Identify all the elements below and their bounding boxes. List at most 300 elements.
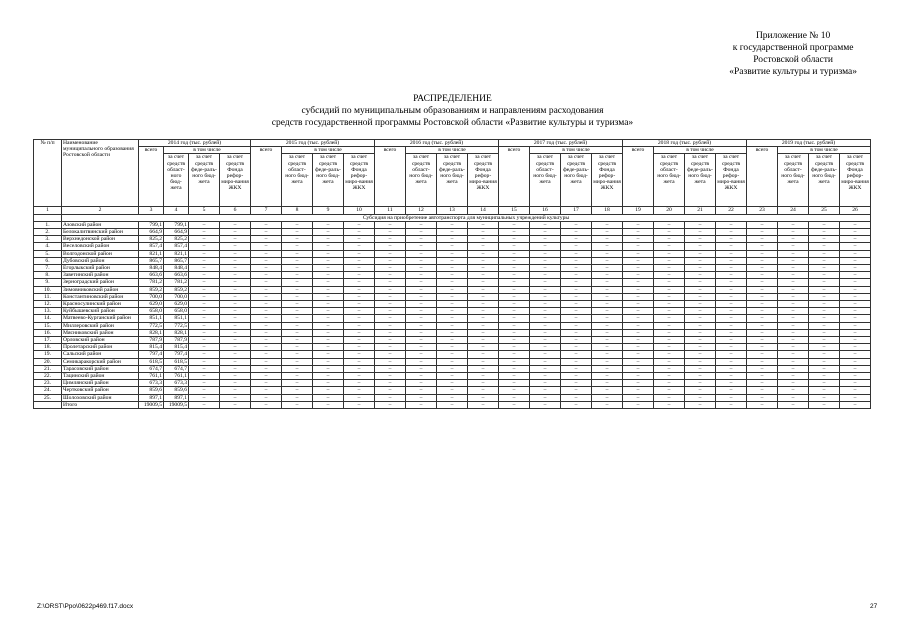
row-dash: – [313, 221, 344, 228]
row-dash: – [189, 272, 220, 279]
row-dash: – [747, 329, 778, 336]
section-spacer [34, 214, 62, 221]
row-dash: – [561, 229, 592, 236]
header-incl: в том числе [406, 147, 499, 154]
row-obl: 859,6 [164, 387, 189, 394]
row-dash: – [313, 315, 344, 322]
row-dash: – [499, 315, 530, 322]
row-dash: – [499, 387, 530, 394]
row-obl: 618,5 [164, 358, 189, 365]
row-dash: – [437, 322, 468, 329]
row-dash: – [685, 387, 716, 394]
row-dash: – [282, 229, 313, 236]
row-dash: – [561, 315, 592, 322]
row-dash: – [778, 365, 809, 372]
header-incl: в том числе [530, 147, 623, 154]
file-path: Z:\ORST\Ppo\0622p469.f17.docx [37, 603, 134, 610]
row-dash: – [282, 373, 313, 380]
row-dash: – [282, 250, 313, 257]
row-dash: – [809, 365, 840, 372]
row-dash: – [778, 272, 809, 279]
row-dash: – [406, 293, 437, 300]
row-dash: – [406, 373, 437, 380]
row-number: 10. [34, 286, 62, 293]
row-total: 857,4 [139, 243, 164, 250]
row-dash: – [716, 358, 747, 365]
row-dash: – [561, 351, 592, 358]
row-dash: – [189, 337, 220, 344]
row-dash: – [375, 286, 406, 293]
table-row [34, 250, 871, 257]
header-year: 2018 год (тыс. рублей) [623, 140, 747, 147]
row-number: 20. [34, 358, 62, 365]
row-dash: – [809, 322, 840, 329]
row-dash: – [623, 337, 654, 344]
row-dash: – [406, 337, 437, 344]
row-dash: – [468, 322, 499, 329]
row-dash: – [344, 315, 375, 322]
row-dash: – [685, 229, 716, 236]
row-dash: – [468, 344, 499, 351]
row-dash: – [592, 329, 623, 336]
row-dash: – [437, 301, 468, 308]
row-dash: – [654, 315, 685, 322]
row-dash: – [654, 221, 685, 228]
row-dash: – [468, 236, 499, 243]
row-dash: – [685, 351, 716, 358]
row-dash: – [561, 301, 592, 308]
row-number: 22. [34, 373, 62, 380]
row-obl: 851,1 [164, 315, 189, 322]
column-number: 4 [164, 207, 189, 214]
row-dash: – [623, 221, 654, 228]
row-dash: – [344, 229, 375, 236]
row-dash: – [220, 301, 251, 308]
row-dash: – [778, 229, 809, 236]
row-number: 1. [34, 221, 62, 228]
row-dash: – [592, 221, 623, 228]
row-dash: – [406, 380, 437, 387]
row-dash: – [716, 221, 747, 228]
row-dash: – [251, 315, 282, 322]
row-dash: – [313, 329, 344, 336]
row-dash: – [220, 221, 251, 228]
row-dash: – [561, 236, 592, 243]
table-row [34, 315, 871, 322]
row-dash: – [716, 279, 747, 286]
row-name: Шолоховский район [62, 394, 139, 401]
row-dash: – [747, 380, 778, 387]
row-dash: – [716, 322, 747, 329]
row-dash: – [282, 279, 313, 286]
row-name: Орловский район [62, 337, 139, 344]
row-dash: – [530, 293, 561, 300]
row-name: Красносулинский район [62, 301, 139, 308]
row-dash: – [592, 322, 623, 329]
row-dash: – [623, 243, 654, 250]
row-dash: – [623, 329, 654, 336]
header-year: 2014 год (тыс. рублей) [139, 140, 251, 147]
row-dash: – [468, 365, 499, 372]
row-dash: – [654, 329, 685, 336]
header-subcol: за счет средств Фонда рефор-миро-вания ЖКХ [592, 154, 623, 207]
header-subcol: за счет средств Фонда рефор-миро-вания ЖКХ [344, 154, 375, 207]
row-dash: – [313, 229, 344, 236]
row-dash: – [282, 243, 313, 250]
row-dash: – [592, 293, 623, 300]
row-dash: – [251, 229, 282, 236]
row-dash: – [251, 250, 282, 257]
column-number: 10 [344, 207, 375, 214]
row-dash: – [716, 329, 747, 336]
row-dash: – [716, 337, 747, 344]
row-dash: – [561, 272, 592, 279]
header-year: 2015 год (тыс. рублей) [251, 140, 375, 147]
row-dash: – [716, 243, 747, 250]
row-dash: – [685, 358, 716, 365]
row-dash: – [375, 373, 406, 380]
column-number: 25 [809, 207, 840, 214]
row-dash: – [499, 236, 530, 243]
row-dash: – [282, 394, 313, 401]
row-dash: – [406, 250, 437, 257]
row-dash: – [685, 272, 716, 279]
row-dash: – [747, 243, 778, 250]
row-dash: – [592, 279, 623, 286]
row-dash: – [654, 279, 685, 286]
row-dash: – [437, 236, 468, 243]
column-number: 26 [840, 207, 871, 214]
row-dash: – [282, 387, 313, 394]
row-dash: – [561, 308, 592, 315]
row-dash: – [282, 401, 313, 408]
row-dash: – [313, 387, 344, 394]
row-dash: – [375, 257, 406, 264]
column-number: 19 [623, 207, 654, 214]
column-number: 17 [561, 207, 592, 214]
row-number: 17. [34, 337, 62, 344]
row-dash: – [499, 329, 530, 336]
row-dash: – [623, 272, 654, 279]
header-year: 2017 год (тыс. рублей) [499, 140, 623, 147]
row-dash: – [778, 329, 809, 336]
row-dash: – [530, 387, 561, 394]
column-number: 8 [282, 207, 313, 214]
row-dash: – [685, 221, 716, 228]
row-dash: – [592, 337, 623, 344]
row-obl: 799,1 [164, 221, 189, 228]
row-obl: 674,7 [164, 365, 189, 372]
row-dash: – [313, 265, 344, 272]
row-number: 19. [34, 351, 62, 358]
row-dash: – [251, 236, 282, 243]
row-dash: – [406, 286, 437, 293]
row-dash: – [654, 337, 685, 344]
row-obl: 825,2 [164, 236, 189, 243]
row-dash: – [313, 322, 344, 329]
row-dash: – [716, 351, 747, 358]
row-total: 781,2 [139, 279, 164, 286]
header-incl: в том числе [778, 147, 871, 154]
row-dash: – [282, 301, 313, 308]
row-total: 799,1 [139, 221, 164, 228]
row-dash: – [840, 286, 871, 293]
row-dash: – [685, 265, 716, 272]
row-dash: – [840, 301, 871, 308]
row-dash: – [189, 380, 220, 387]
row-dash: – [778, 293, 809, 300]
row-dash: – [251, 257, 282, 264]
row-dash: – [530, 301, 561, 308]
row-dash: – [623, 365, 654, 372]
row-dash: – [251, 272, 282, 279]
row-dash: – [406, 315, 437, 322]
row-dash: – [592, 351, 623, 358]
header-subcol: за счет средств Фонда рефор-миро-вания ЖКХ [840, 154, 871, 207]
row-dash: – [344, 337, 375, 344]
row-dash: – [437, 265, 468, 272]
row-dash: – [623, 286, 654, 293]
row-dash: – [344, 243, 375, 250]
row-dash: – [623, 344, 654, 351]
row-dash: – [809, 301, 840, 308]
row-dash: – [189, 265, 220, 272]
row-total: 663,6 [139, 272, 164, 279]
row-dash: – [530, 250, 561, 257]
row-dash: – [251, 351, 282, 358]
row-dash: – [654, 394, 685, 401]
row-dash: – [313, 243, 344, 250]
row-dash: – [468, 308, 499, 315]
row-dash: – [344, 272, 375, 279]
row-dash: – [716, 365, 747, 372]
table-row [34, 279, 871, 286]
row-dash: – [530, 401, 561, 408]
row-dash: – [344, 322, 375, 329]
row-dash: – [778, 322, 809, 329]
row-dash: – [189, 257, 220, 264]
row-obl: 828,1 [164, 329, 189, 336]
row-dash: – [406, 351, 437, 358]
row-dash: – [437, 272, 468, 279]
row-dash: – [189, 401, 220, 408]
row-number: 25. [34, 394, 62, 401]
header-total: всего [375, 147, 406, 207]
row-dash: – [623, 401, 654, 408]
row-dash: – [437, 387, 468, 394]
table-row [34, 243, 871, 250]
row-name: Мясниковский район [62, 329, 139, 336]
row-dash: – [654, 236, 685, 243]
row-dash: – [747, 373, 778, 380]
row-dash: – [313, 344, 344, 351]
row-dash: – [561, 401, 592, 408]
row-dash: – [592, 344, 623, 351]
table-row [34, 351, 871, 358]
row-dash: – [654, 243, 685, 250]
row-dash: – [220, 329, 251, 336]
header-total: всего [623, 147, 654, 207]
row-dash: – [282, 308, 313, 315]
row-dash: – [468, 221, 499, 228]
row-dash: – [437, 279, 468, 286]
column-number: 11 [375, 207, 406, 214]
row-name: Азовский район [62, 221, 139, 228]
row-dash: – [344, 286, 375, 293]
row-dash: – [437, 373, 468, 380]
row-dash: – [220, 315, 251, 322]
row-dash: – [406, 308, 437, 315]
row-dash: – [375, 380, 406, 387]
table-row [34, 301, 871, 308]
row-name: Семикаракорский район [62, 358, 139, 365]
row-dash: – [840, 308, 871, 315]
row-total: 848,4 [139, 265, 164, 272]
row-dash: – [282, 265, 313, 272]
row-dash: – [530, 229, 561, 236]
row-dash: – [437, 229, 468, 236]
row-dash: – [809, 373, 840, 380]
column-number: 6 [220, 207, 251, 214]
row-dash: – [220, 365, 251, 372]
row-dash: – [747, 250, 778, 257]
row-dash: – [654, 373, 685, 380]
header-incl: в том числе [282, 147, 375, 154]
row-total: 897,1 [139, 394, 164, 401]
row-dash: – [251, 401, 282, 408]
row-dash: – [530, 337, 561, 344]
title-line: субсидий по муниципальным образованиям и направлениям расходования [301, 106, 604, 116]
row-dash: – [747, 257, 778, 264]
row-dash: – [406, 358, 437, 365]
row-dash: – [437, 286, 468, 293]
row-number: 9. [34, 279, 62, 286]
column-number: 16 [530, 207, 561, 214]
row-name: Зерноградский район [62, 279, 139, 286]
row-dash: – [344, 279, 375, 286]
row-dash: – [716, 250, 747, 257]
row-dash: – [375, 365, 406, 372]
row-dash: – [747, 394, 778, 401]
row-dash: – [623, 387, 654, 394]
row-dash: – [313, 401, 344, 408]
header-subcol: за счет средств феде-раль-ного бюд-жета [809, 154, 840, 207]
row-dash: – [220, 265, 251, 272]
table-row [34, 293, 871, 300]
row-dash: – [747, 221, 778, 228]
row-dash: – [592, 401, 623, 408]
row-dash: – [592, 236, 623, 243]
row-dash: – [530, 380, 561, 387]
row-dash: – [251, 329, 282, 336]
row-dash: – [747, 293, 778, 300]
row-dash: – [375, 265, 406, 272]
row-dash: – [220, 373, 251, 380]
row-dash: – [344, 387, 375, 394]
row-dash: – [313, 286, 344, 293]
row-dash: – [375, 344, 406, 351]
table-row [34, 308, 871, 315]
row-dash: – [282, 221, 313, 228]
page-number: 27 [870, 603, 878, 610]
row-name: Верхнедонской район [62, 236, 139, 243]
row-dash: – [437, 401, 468, 408]
row-dash: – [437, 257, 468, 264]
row-dash: – [592, 250, 623, 257]
row-dash: – [344, 221, 375, 228]
row-dash: – [778, 394, 809, 401]
row-dash: – [685, 301, 716, 308]
row-dash: – [654, 250, 685, 257]
row-dash: – [623, 308, 654, 315]
row-dash: – [685, 373, 716, 380]
row-total: 859,2 [139, 286, 164, 293]
row-dash: – [220, 337, 251, 344]
row-dash: – [809, 387, 840, 394]
row-dash: – [499, 373, 530, 380]
row-dash: – [778, 344, 809, 351]
row-dash: – [499, 250, 530, 257]
row-dash: – [406, 365, 437, 372]
row-dash: – [344, 351, 375, 358]
row-dash: – [189, 308, 220, 315]
row-dash: – [375, 221, 406, 228]
row-name: Тацинский район [62, 373, 139, 380]
row-dash: – [809, 337, 840, 344]
row-total: 674,7 [139, 365, 164, 372]
row-total: 851,1 [139, 315, 164, 322]
row-dash: – [778, 351, 809, 358]
row-dash: – [685, 286, 716, 293]
row-dash: – [406, 344, 437, 351]
appendix-block [729, 30, 857, 78]
row-dash: – [375, 322, 406, 329]
row-dash: – [251, 265, 282, 272]
row-dash: – [313, 293, 344, 300]
row-dash: – [747, 236, 778, 243]
row-obl: 761,1 [164, 373, 189, 380]
header-no: № п/п [34, 140, 62, 207]
row-dash: – [468, 337, 499, 344]
row-dash: – [592, 358, 623, 365]
row-dash: – [592, 265, 623, 272]
row-dash: – [592, 286, 623, 293]
header-name: Наименование муниципального образования Ростовской области [62, 140, 139, 207]
row-dash: – [313, 257, 344, 264]
row-dash: – [189, 301, 220, 308]
row-dash: – [561, 365, 592, 372]
row-dash: – [375, 229, 406, 236]
row-dash: – [499, 337, 530, 344]
row-dash: – [840, 380, 871, 387]
row-dash: – [282, 351, 313, 358]
row-dash: – [623, 236, 654, 243]
row-dash: – [561, 286, 592, 293]
row-dash: – [313, 373, 344, 380]
row-dash: – [530, 394, 561, 401]
row-dash: – [344, 236, 375, 243]
row-dash: – [406, 243, 437, 250]
row-dash: – [468, 257, 499, 264]
row-dash: – [220, 272, 251, 279]
row-dash: – [809, 394, 840, 401]
row-dash: – [623, 279, 654, 286]
row-dash: – [375, 301, 406, 308]
row-dash: – [313, 351, 344, 358]
row-dash: – [592, 257, 623, 264]
row-dash: – [499, 265, 530, 272]
row-dash: – [716, 236, 747, 243]
